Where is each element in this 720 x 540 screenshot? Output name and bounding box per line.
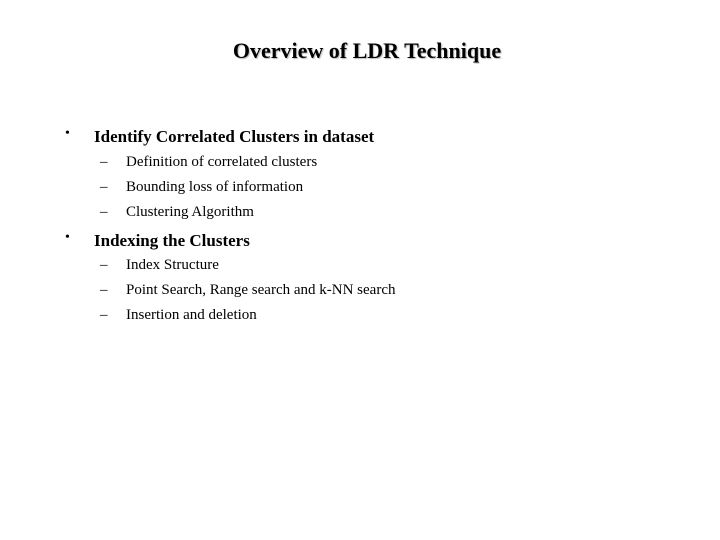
- sub-text: Clustering Algorithm: [126, 204, 254, 220]
- sub-marker: –: [100, 282, 108, 298]
- bullet-marker: •: [65, 230, 70, 245]
- sub-text: Index Structure: [126, 257, 219, 273]
- sub-marker: –: [100, 204, 108, 220]
- sub-marker: –: [100, 179, 108, 195]
- bullet-text: Identify Correlated Clusters in dataset: [94, 127, 375, 146]
- sub-text: Definition of correlated clusters: [126, 154, 318, 170]
- sub-text: Insertion and deletion: [126, 307, 257, 323]
- sub-text: Bounding loss of information: [126, 179, 304, 195]
- bullet-text: Indexing the Clusters: [94, 231, 250, 250]
- bullet-marker: •: [65, 126, 70, 141]
- sub-marker: –: [100, 154, 108, 170]
- slide-title: Overview of LDR Technique: [232, 38, 502, 63]
- sub-text: Point Search, Range search and k-NN search: [126, 282, 396, 298]
- sub-marker: –: [100, 307, 108, 323]
- sub-marker: –: [100, 257, 108, 273]
